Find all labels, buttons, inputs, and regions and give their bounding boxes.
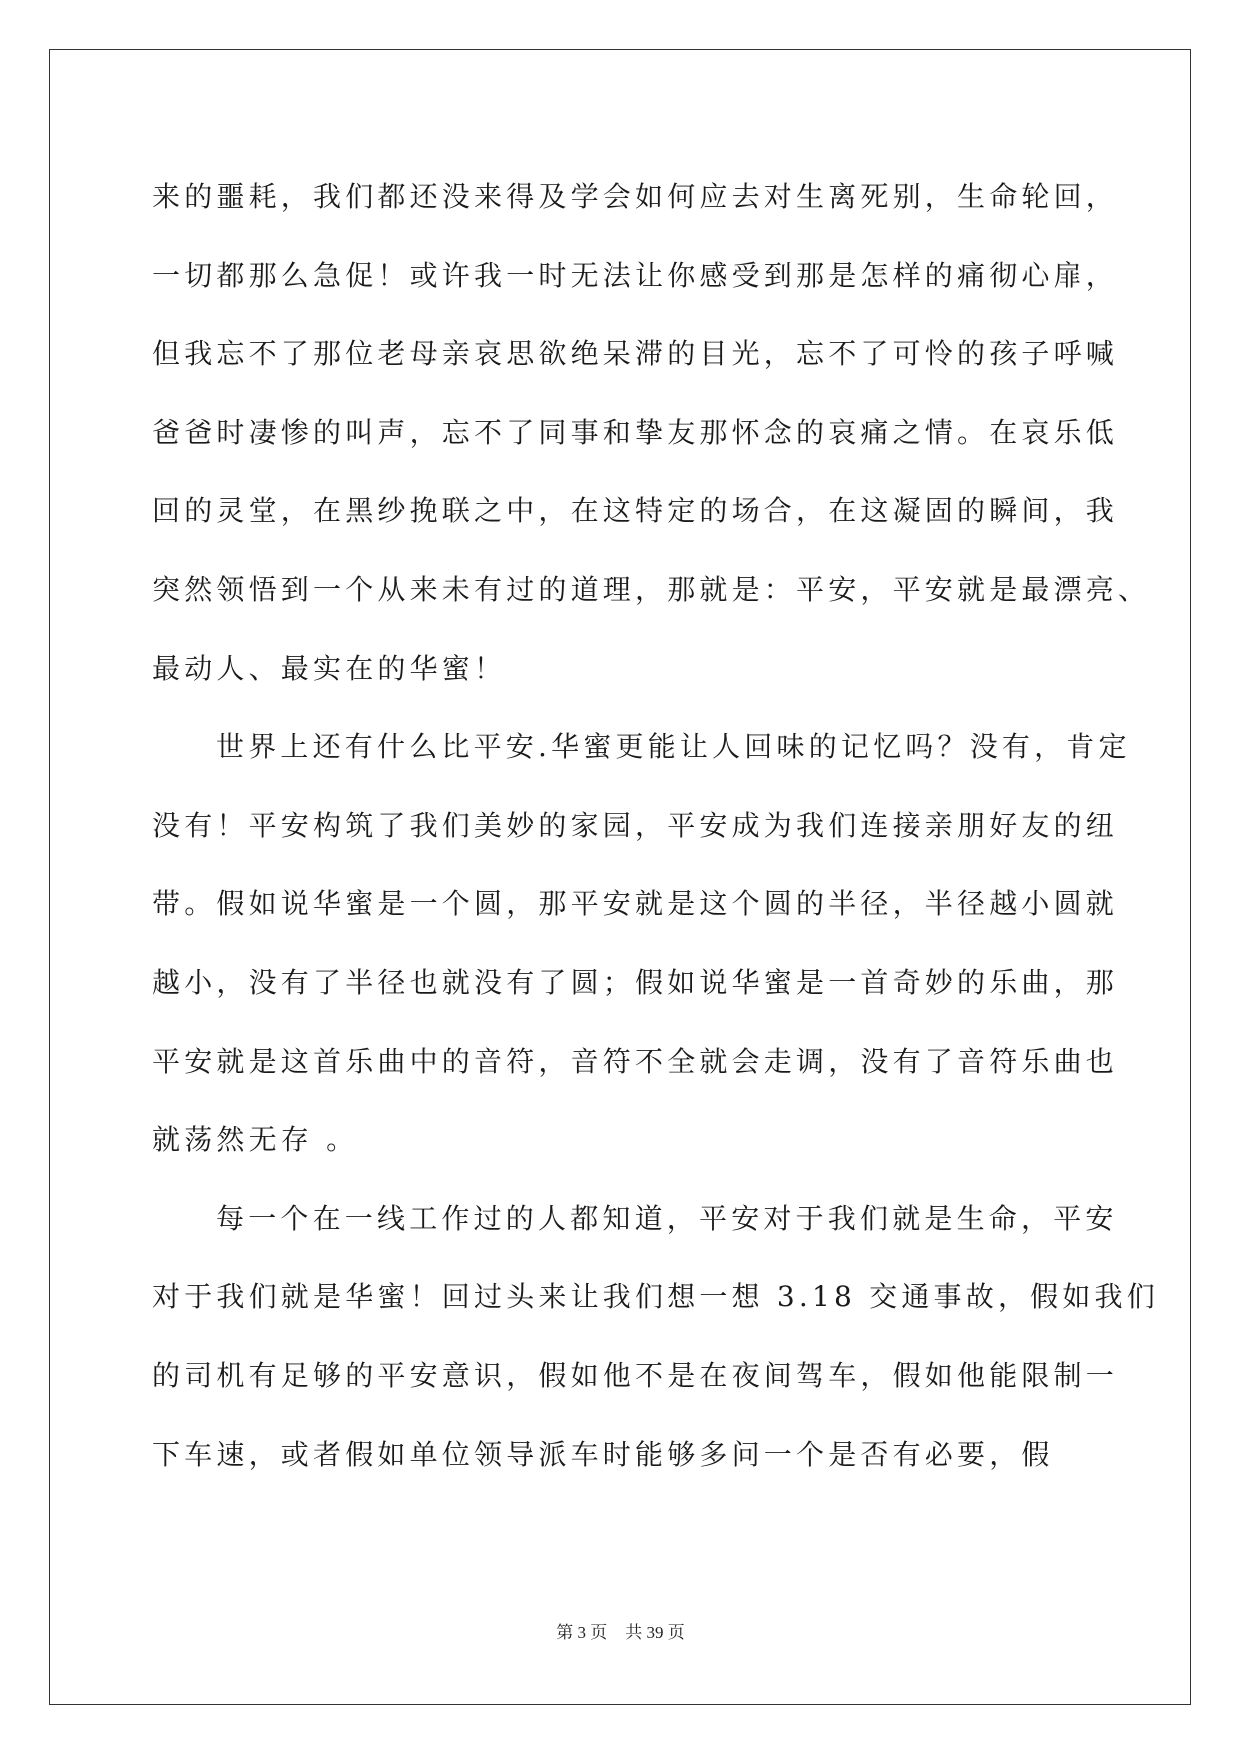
page-number: 第 3 页 <box>556 1623 608 1642</box>
paragraph-first-line: 每一个在一线工作过的人都知道，平安对于我们就是生命，平安 <box>216 1201 1118 1235</box>
text-line: 突然领悟到一个从来未有过的道理，那就是：平安，平安就是最漂亮、 <box>152 572 1151 606</box>
text-line: 但我忘不了那位老母亲哀思欲绝呆滞的目光，忘不了可怜的孩子呼喊 <box>152 337 1119 371</box>
text-line: 平安就是这首乐曲中的音符，音符不全就会走调，没有了音符乐曲也 <box>152 1044 1119 1078</box>
text-line: 没有！平安构筑了我们美妙的家园，平安成为我们连接亲朋好友的纽 <box>152 808 1119 842</box>
text-line: 最动人、最实在的华蜜！ <box>152 651 507 685</box>
text-line: 爸爸时凄惨的叫声，忘不了同事和挚友那怀念的哀痛之情。在哀乐低 <box>152 415 1119 449</box>
text-line: 就荡然无存 。 <box>152 1123 359 1157</box>
text-line: 下车速，或者假如单位领导派车时能够多问一个是否有必要，假 <box>152 1437 1054 1471</box>
text-line: 对于我们就是华蜜！回过头来让我们想一想 3.18 交通事故，假如我们 <box>152 1280 1159 1314</box>
paragraph-first-line: 世界上还有什么比平安.华蜜更能让人回味的记忆吗？没有，肯定 <box>216 730 1131 764</box>
text-line: 一切都那么急促！或许我一时无法让你感受到那是怎样的痛彻心扉， <box>152 258 1119 292</box>
text-line: 回的灵堂，在黑纱挽联之中，在这特定的场合，在这凝固的瞬间，我 <box>152 494 1119 528</box>
text-line: 带。假如说华蜜是一个圆，那平安就是这个圆的半径，半径越小圆就 <box>152 887 1119 921</box>
text-line: 来的噩耗，我们都还没来得及学会如何应去对生离死别，生命轮回， <box>152 180 1119 213</box>
page-total: 共 39 页 <box>625 1623 685 1642</box>
text-line: 的司机有足够的平安意识，假如他不是在夜间驾车，假如他能限制一 <box>152 1358 1119 1392</box>
document-body <box>152 158 1159 1494</box>
page-footer <box>0 1618 1241 1643</box>
text-line: 越小，没有了半径也就没有了圆；假如说华蜜是一首奇妙的乐曲，那 <box>152 965 1119 999</box>
